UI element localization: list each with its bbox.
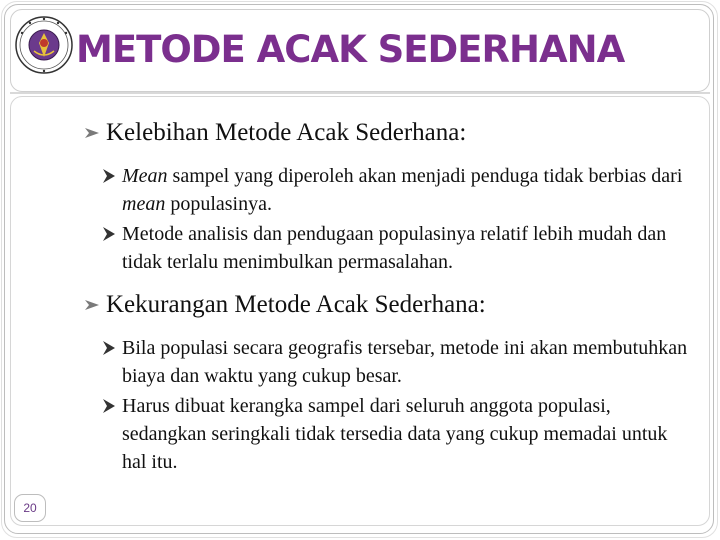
check-arrow-bullet-icon [102,340,116,356]
arrowhead-bullet-icon [84,127,100,139]
section-heading-disadvantages [82,290,692,320]
check-arrow-bullet-icon [102,168,116,184]
check-arrow-bullet-icon [102,398,116,414]
list-item [82,392,692,476]
list-item [82,162,692,218]
university-seal-icon [14,15,74,75]
slide-content [82,118,692,490]
list-item-text [122,162,692,218]
page-number: 20 [14,494,46,522]
title-divider [10,92,710,94]
list-item-text-part: populasinya. [165,193,272,215]
list-item-text: Metode analisis dan pendugaan populasinya relatif lebih mudah dan tidak terlalu menimbulkan permasalahan. [122,223,667,273]
list-item-text-part: sampel yang diperoleh akan menjadi penduga tidak berbias dari [167,165,683,187]
section-heading-advantages [82,118,692,148]
check-arrow-bullet-icon [102,226,116,242]
section-heading-text: Kekurangan Metode Acak Sederhana: [106,291,486,318]
list-item-text: Bila populasi secara geografis tersebar, metode ini akan membutuhkan biaya dan waktu yang cukup besar. [122,337,688,387]
emphasis-mean: Mean [122,165,168,187]
slide-title: METODE ACAK SEDERHANA [76,28,625,71]
section-heading-text: Kelebihan Metode Acak Sederhana: [106,119,467,146]
list-item-text: Harus dibuat kerangka sampel dari seluruh anggota populasi, sedangkan seringkali tidak tersedia data yang cukup memadai untuk hal itu. [122,395,668,473]
list-item [82,220,692,276]
list-item [82,334,692,390]
advantages-list [82,162,692,276]
emphasis-mean: mean [122,193,166,215]
disadvantages-list [82,334,692,476]
arrowhead-bullet-icon [84,299,100,311]
